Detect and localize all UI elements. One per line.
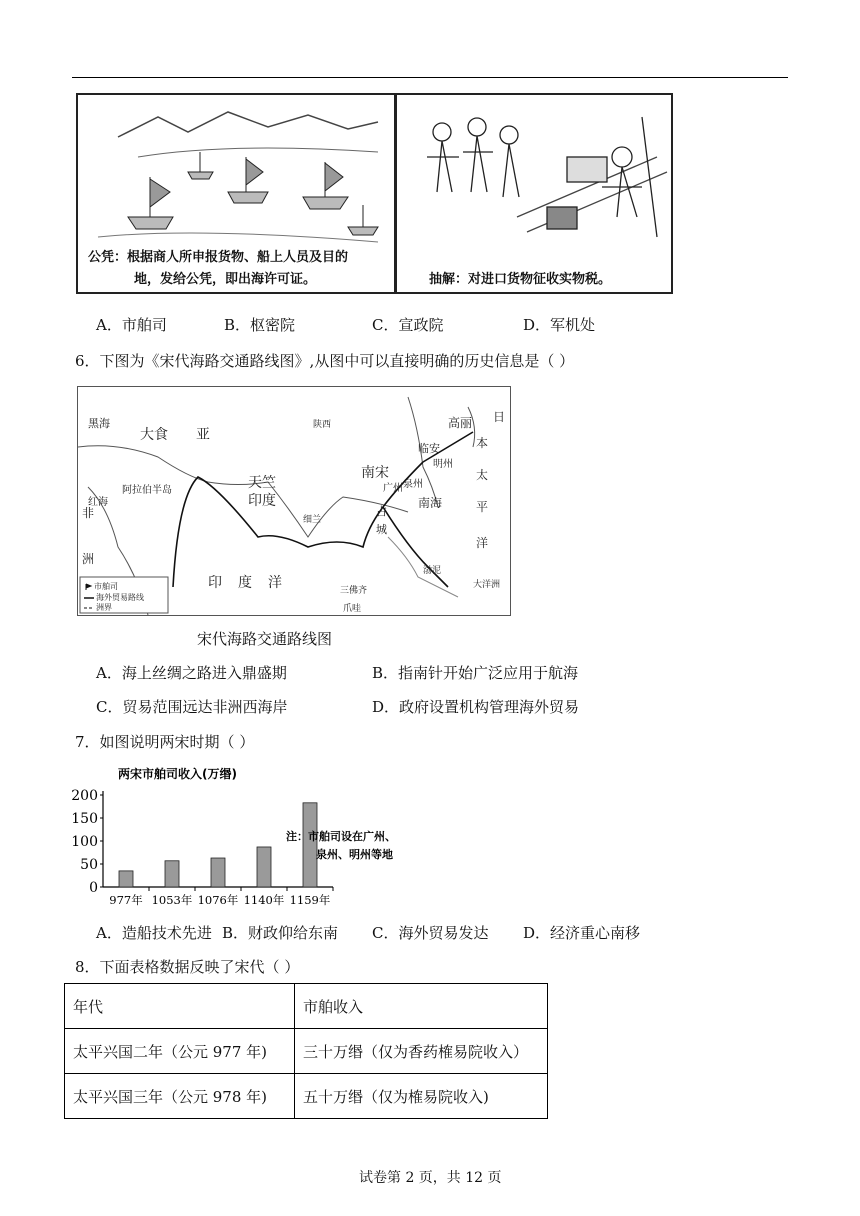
- q7-stem: 7．如图说明两宋时期（ ）: [75, 733, 255, 751]
- y-tick-label: 150: [71, 811, 98, 827]
- page-footer: 试卷第 2 页，共 12 页: [359, 1170, 502, 1186]
- chart-title: 两宋市舶司收入(万缗): [118, 767, 237, 781]
- map-label-mingzhou: 明州: [433, 459, 453, 470]
- q5-image-left: [76, 93, 396, 294]
- q6-option-c[interactable]: C．贸易范围远达非洲西海岸: [96, 698, 288, 716]
- q7-option-c[interactable]: C．海外贸易发达: [372, 924, 489, 942]
- customs-illustration: [397, 97, 671, 247]
- map-label-ping: 平: [476, 500, 489, 514]
- map-label-yang: 洋: [476, 536, 489, 550]
- bar: [257, 847, 271, 887]
- song-sea-route-map: [77, 386, 511, 616]
- bar: [165, 861, 179, 887]
- map-label-xilan: 细兰: [303, 515, 322, 525]
- revenue-chart: [70, 764, 430, 909]
- bar: [211, 858, 225, 887]
- q7-option-d[interactable]: D．经济重心南移: [523, 924, 641, 942]
- table-header-row: [65, 984, 548, 1029]
- map-label-dashi: 大食: [140, 427, 168, 443]
- bar: [119, 871, 133, 887]
- map-label-alabo: 阿拉伯半岛: [122, 485, 172, 496]
- x-tick-label: 1159年: [289, 893, 331, 907]
- map-label-heihai: 黑海: [88, 417, 110, 430]
- map-label-tianzhu: 天竺: [248, 475, 276, 491]
- legend-border: 洲界: [96, 603, 112, 612]
- table-header-income: 市舶收入: [295, 984, 548, 1029]
- ships-illustration: [78, 97, 394, 247]
- map-label-dalang: 大洋洲: [473, 580, 501, 590]
- map-label-quanzhou: 泉州: [403, 479, 423, 490]
- map-label-tai: 太: [476, 468, 489, 482]
- map-label-nanhai: 南海: [418, 496, 443, 510]
- q5-option-b[interactable]: B．枢密院: [224, 316, 296, 334]
- map-label-ya: 亚: [196, 427, 210, 443]
- map-label-sanfoqi: 三佛齐: [340, 586, 368, 596]
- map-label-nansong: 南宋: [361, 465, 389, 481]
- q7-option-a[interactable]: A．造船技术先进: [96, 924, 212, 942]
- table-row: [65, 1074, 548, 1119]
- x-tick-label: 1076年: [197, 893, 239, 907]
- chart-note-line1: 注：市舶司设在广州、: [286, 830, 396, 843]
- q7-option-b[interactable]: B．财政仰给东南: [222, 924, 339, 942]
- map-label-ri: 日: [493, 410, 506, 424]
- left-caption-line2: 地，发给公凭，即出海许可证。: [134, 272, 317, 287]
- map-caption: 宋代海路交通路线图: [197, 630, 333, 648]
- table-header-year: 年代: [65, 984, 295, 1029]
- y-tick-label: 50: [80, 857, 98, 873]
- q6-option-d[interactable]: D．政府设置机构管理海外贸易: [372, 698, 580, 716]
- legend-route: 海外贸易路线: [96, 593, 144, 602]
- map-label-ben: 本: [476, 436, 489, 450]
- map-label-zhan: 占: [376, 505, 387, 518]
- y-tick-label: 100: [71, 834, 98, 850]
- q8-table: [64, 983, 548, 1119]
- q5-image-right: [395, 93, 673, 294]
- y-tick-label: 200: [71, 788, 98, 804]
- left-caption-line1: 公凭：根据商人所申报货物、船上人员及目的: [88, 250, 349, 265]
- q5-option-a[interactable]: A．市舶司: [96, 316, 167, 334]
- table-cell: 太平兴国三年（公元 978 年): [65, 1074, 295, 1119]
- x-tick-label: 977年: [109, 893, 143, 907]
- y-tick-label: 0: [89, 880, 98, 896]
- legend-shibosi: 市舶司: [94, 582, 118, 591]
- table-cell: 五十万缗（仅为榷易院收入): [295, 1074, 548, 1119]
- chart-note-line2: 泉州、明州等地: [316, 848, 393, 861]
- header-rule: [72, 77, 788, 78]
- map-label-feizhou: 非: [82, 506, 95, 520]
- q8-stem: 8．下面表格数据反映了宋代（ ）: [75, 958, 300, 976]
- q6-stem: 6．下图为《宋代海路交通路线图》,从图中可以直接明确的历史信息是（ ）: [75, 352, 575, 370]
- bar: [303, 803, 317, 887]
- x-tick-label: 1053年: [151, 893, 193, 907]
- q5-option-d[interactable]: D．军机处: [523, 316, 596, 334]
- map-label-linan: 临安: [418, 442, 440, 455]
- map-label-zhou: 洲: [82, 552, 95, 566]
- map-label-gaoli: 高丽: [448, 416, 473, 430]
- map-label-guangzhou: 广州: [383, 483, 403, 494]
- map-label-yindu-region: 印度: [248, 493, 276, 509]
- table-cell: 太平兴国二年（公元 977 年): [65, 1029, 295, 1074]
- map-label-bomi: 渤泥: [423, 566, 442, 576]
- map-label-cheng: 城: [376, 523, 387, 536]
- q6-option-a[interactable]: A．海上丝绸之路进入鼎盛期: [96, 664, 287, 682]
- x-tick-label: 1140年: [243, 893, 285, 907]
- map-label-hongzhu: 红海: [88, 497, 108, 508]
- table-cell: 三十万缗（仅为香药榷易院收入）: [295, 1029, 548, 1074]
- table-row: [65, 1029, 548, 1074]
- map-label-shanxi: 陕西: [313, 420, 332, 430]
- q6-option-b[interactable]: B．指南针开始广泛应用于航海: [372, 664, 579, 682]
- q5-option-c[interactable]: C．宣政院: [372, 316, 444, 334]
- map-label-zhuwa: 爪哇: [343, 604, 362, 614]
- right-caption: 抽解：对进口货物征收实物税。: [429, 272, 612, 287]
- map-label-indian-ocean: 印度洋: [208, 575, 298, 591]
